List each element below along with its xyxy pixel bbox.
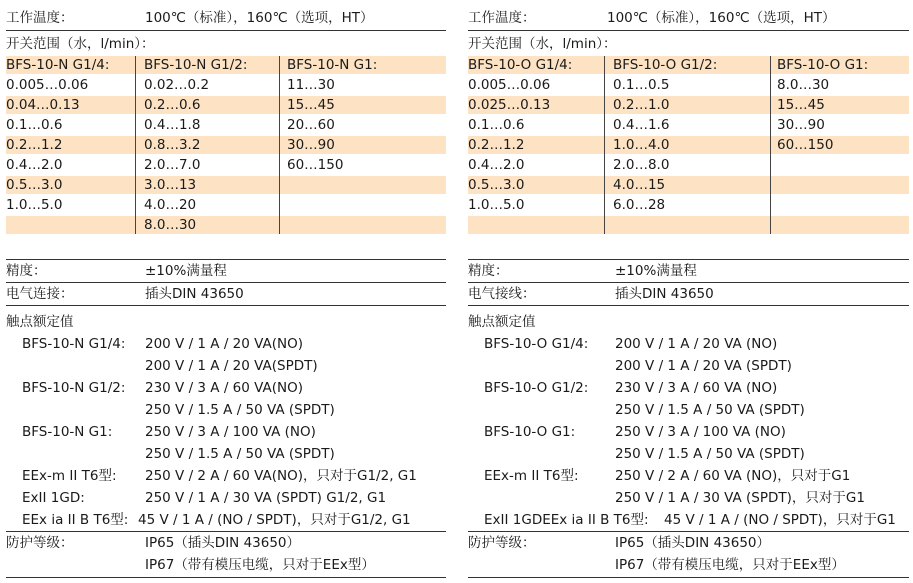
table-cell: 30…90: [777, 117, 825, 133]
rating-value: 250 V / 1.5 A / 50 VA (SPDT): [615, 446, 805, 462]
table-cell: 0.1…0.6: [6, 117, 63, 133]
table-cell: 2.0…7.0: [144, 157, 201, 173]
column-divider: [770, 56, 771, 234]
table-cell: 1.0…5.0: [468, 197, 525, 213]
rating-label: ExII 1GDEEx ia II B T6型:: [484, 512, 649, 528]
rating-label: EEx ia II B T6型:: [22, 512, 129, 528]
rating-value: 250 V / 1.5 A / 50 VA (SPDT): [145, 402, 335, 418]
temp-label: 工作温度：: [6, 10, 74, 26]
stripe: [6, 176, 446, 194]
rating-value: 250 V / 3 A / 100 VA (NO): [145, 424, 316, 440]
table-cell: 8.0…30: [777, 77, 830, 93]
rating-value: 200 V / 1 A / 20 VA(NO): [145, 336, 304, 352]
rating-value: 230 V / 3 A / 60 VA(NO): [145, 380, 304, 396]
divider: [468, 531, 909, 532]
table-cell: 15…45: [287, 97, 335, 113]
table-cell: 0.2…1.2: [468, 137, 525, 153]
protection-label: 防护等级：: [468, 535, 536, 551]
table-cell: 0.1…0.6: [468, 117, 525, 133]
temp-value: 100℃（标准），160℃（选项，HT）: [607, 10, 836, 26]
rating-label: EEx-m II T6型:: [22, 468, 117, 484]
divider: [468, 30, 909, 31]
table-cell: 60…150: [287, 157, 344, 173]
table-cell: 60…150: [777, 137, 834, 153]
connection-value: 插头DIN 43650: [615, 286, 714, 302]
rating-value: 200 V / 1 A / 20 VA (NO): [615, 336, 778, 352]
rating-label: EEx-m II T6型:: [484, 468, 579, 484]
table-cell: 20…60: [287, 117, 335, 133]
divider: [6, 305, 446, 306]
rating-label: ExII 1GD:: [22, 490, 85, 506]
accuracy-label: 精度：: [468, 263, 509, 279]
column-header: BFS-10-O G1/2:: [613, 57, 718, 73]
connection-value: 插头DIN 43650: [145, 286, 244, 302]
rating-value: 45 V / 1 A / (NO / SPDT)，只对于G1/2, G1: [138, 512, 411, 528]
rating-title: 触点额定值: [468, 314, 536, 330]
divider: [6, 577, 446, 578]
stripe: [468, 136, 909, 154]
divider: [6, 531, 446, 532]
table-cell: 8.0…30: [144, 217, 197, 233]
rating-value: 250 V / 1.5 A / 50 VA (SPDT): [145, 446, 335, 462]
divider: [6, 259, 446, 260]
table-cell: 0.1…0.5: [613, 77, 670, 93]
table-cell: 0.005…0.06: [6, 77, 89, 93]
accuracy-value: ±10%满量程: [145, 263, 227, 279]
table-cell: 0.2…1.0: [613, 97, 670, 113]
rating-value: 250 V / 1 A / 30 VA (SPDT) G1/2, G1: [145, 490, 387, 506]
rating-label: BFS-10-N G1/4:: [22, 336, 126, 352]
rating-value: 250 V / 2 A / 60 VA(NO)，只对于G1/2, G1: [145, 468, 417, 484]
column-header: BFS-10-O G1:: [777, 57, 869, 73]
table-cell: 1.0…4.0: [613, 137, 670, 153]
column-header: BFS-10-N G1:: [287, 57, 378, 73]
rating-value: 250 V / 1.5 A / 50 VA (SPDT): [615, 402, 805, 418]
rating-label: BFS-10-O G1/4:: [484, 336, 589, 352]
temp-value: 100℃（标准），160℃（选项，HT）: [145, 10, 374, 26]
stripe: [6, 216, 446, 234]
stripe: [468, 176, 909, 194]
rating-value: 200 V / 1 A / 20 VA (SPDT): [615, 358, 792, 374]
rating-label: BFS-10-N G1/2:: [22, 380, 126, 396]
table-cell: 30…90: [287, 137, 335, 153]
protection-value: IP65（插头DIN 43650）: [615, 535, 771, 551]
divider: [6, 282, 446, 283]
rating-value: 230 V / 3 A / 60 VA (NO): [615, 380, 778, 396]
rating-title: 触点额定值: [6, 314, 74, 330]
table-cell: 0.04…0.13: [6, 97, 80, 113]
table-cell: 4.0…15: [613, 177, 666, 193]
table-cell: 15…45: [777, 97, 825, 113]
protection-label: 防护等级：: [6, 535, 74, 551]
table-cell: 0.5…3.0: [6, 177, 63, 193]
protection-value: IP65（插头DIN 43650）: [145, 535, 301, 551]
table-cell: 2.0…8.0: [613, 157, 670, 173]
table-cell: 0.4…1.8: [144, 117, 201, 133]
accuracy-label: 精度：: [6, 263, 47, 279]
rating-value: 250 V / 2 A / 60 VA (NO)，只对于G1: [615, 468, 851, 484]
table-cell: 11…30: [287, 77, 335, 93]
table-cell: 4.0…20: [144, 197, 197, 213]
table-cell: 0.025…0.13: [468, 97, 551, 113]
temp-label: 工作温度：: [468, 10, 536, 26]
accuracy-value: ±10%满量程: [615, 263, 697, 279]
rating-value: 250 V / 3 A / 100 VA (NO): [615, 424, 786, 440]
rating-value: 250 V / 1 A / 30 VA (SPDT)，只对于G1: [615, 490, 865, 506]
table-cell: 1.0…5.0: [6, 197, 63, 213]
rating-value: 200 V / 1 A / 20 VA(SPDT): [145, 358, 318, 374]
connection-label: 电气接线：: [468, 286, 536, 302]
table-cell: 6.0…28: [613, 197, 666, 213]
divider: [468, 259, 909, 260]
divider: [468, 282, 909, 283]
rating-label: BFS-10-O G1:: [484, 424, 576, 440]
range-title: 开关范围（水，l/min）：: [468, 36, 617, 52]
table-cell: 0.8…3.2: [144, 137, 201, 153]
rating-label: BFS-10-O G1/2:: [484, 380, 589, 396]
table-cell: 0.5…3.0: [468, 177, 525, 193]
divider: [468, 305, 909, 306]
table-cell: 3.0…13: [144, 177, 197, 193]
table-cell: 0.005…0.06: [468, 77, 551, 93]
rating-value: 45 V / 1 A / (NO / SPDT)，只对于G1: [664, 512, 896, 528]
column-header: BFS-10-O G1/4:: [468, 57, 573, 73]
column-header: BFS-10-N G1/4:: [6, 57, 110, 73]
column-divider: [135, 56, 136, 234]
table-cell: 0.2…0.6: [144, 97, 201, 113]
connection-label: 电气连接：: [6, 286, 74, 302]
table-cell: 0.02…0.2: [144, 77, 210, 93]
table-cell: 0.2…1.2: [6, 137, 63, 153]
rating-label: BFS-10-N G1:: [22, 424, 113, 440]
column-divider: [279, 56, 280, 234]
stripe: [468, 216, 909, 234]
stripe: [6, 136, 446, 154]
table-cell: 0.4…2.0: [6, 157, 63, 173]
table-cell: 0.4…2.0: [468, 157, 525, 173]
table-cell: 0.4…1.6: [613, 117, 670, 133]
column-header: BFS-10-N G1/2:: [144, 57, 248, 73]
protection-value: IP67（带有模压电缆，只对于EEx型）: [615, 557, 845, 573]
divider: [468, 577, 909, 578]
protection-value: IP67（带有模压电缆，只对于EEx型）: [145, 557, 375, 573]
divider: [6, 30, 446, 31]
column-divider: [604, 56, 605, 234]
range-title: 开关范围（水，l/min）：: [6, 36, 155, 52]
